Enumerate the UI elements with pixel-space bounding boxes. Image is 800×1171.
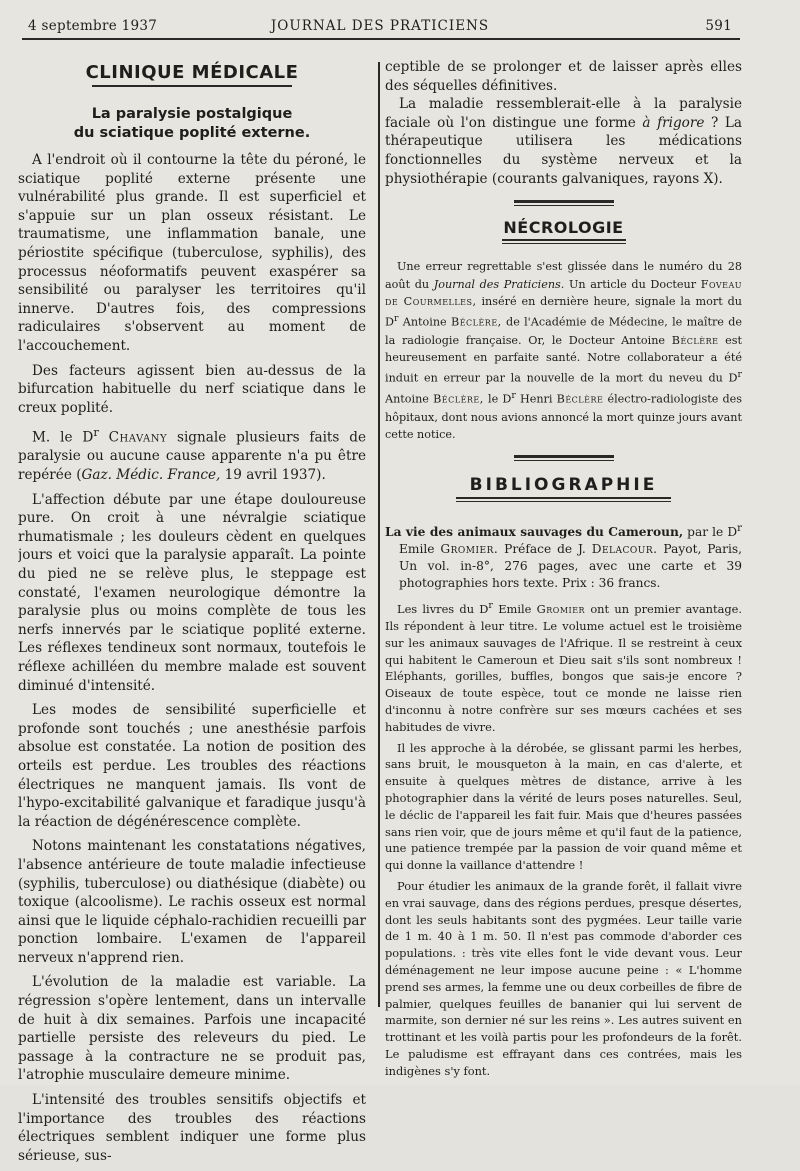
text-run: Antoine — [385, 393, 429, 407]
paragraph: L'intensité des troubles sensitifs objectifs et l'importance des troubles des réactions électriques semblent indiquer une forme plus sérieuse, sus- — [18, 1092, 366, 1164]
superscript: r — [737, 523, 742, 535]
section-underline — [456, 497, 671, 499]
book-title: La vie des animaux sauvages du Cameroun, — [385, 525, 684, 540]
text-run: est heureusement en parfaite santé. Notre collaborateur a été induit en erreur par la nouvelle de la mort du neveu du D — [385, 333, 742, 386]
section-title-necrologie: NÉCROLOGIE — [503, 218, 624, 238]
superscript: r — [93, 425, 99, 440]
text-run: Emile — [399, 542, 435, 557]
paragraph: Il les approche à la dérobée, se glissant parmi les herbes, sans bruit, le mousqueton à la main, en cas d'alerte, et ensuite à quelques mètres de distance, arrive à les photographier dans la vérité de leurs poses naturelles. Seul, le déclic de l'appareil les fait fuir. Mais que d'heures passées sans rien voir, que de jours même et qu'il faut de la patience, une patience trempée par la passion de voir quand même et qui donne la vaillance d'attendre ! — [385, 740, 742, 873]
author-name: Chavany — [108, 429, 168, 446]
running-header — [28, 14, 732, 38]
paragraph: Pour étudier les animaux de la grande forêt, il fallait vivre en vrai sauvage, dans des régions perdues, presque désertes, dont les seuls habitants sont des pygmées. Leur taille varie de 1 m. 40 à 1 m. 50. Il n'est pas commode d'aborder ces populations. : très vite elles font le vide devant vous. Leur déménagement ne leur impose aucune peine : « L'homme prend ses armes, la femme une ou deux corbeilles de fibre de palmier, quelques feuilles de bananier qui lui servent de marmite, son dernier né sur les reins ». Les autres suivent en trottinant et les voilà partis pour les profondeurs de la forêt. Le paludisme est effrayant dans ces contrées, mais les indigènes s'y font. — [385, 879, 742, 1078]
paragraph: L'évolution de la maladie est variable. La régression s'opère lentement, dans un intervalle de huit à dix semaines. Parfois une incapacité partielle persiste des releveurs du pied. Le passage à la contracture ne se produit pas, l'atrophie musculaire demeure minime. — [18, 974, 366, 1084]
necrologie-notice — [385, 258, 742, 443]
text-run: signale plusieurs faits de paralysie ou aucune cause apparente n'a pu être repérée ( — [18, 429, 366, 484]
citation: Gaz. Médic. France, — [81, 467, 221, 484]
article-title — [18, 105, 366, 143]
paragraph: Notons maintenant les constatations négatives, l'absence antérieure de toute maladie infectieuse (syphilis, tuberculose) ou diathésique (diabète) ou toxique (alcoolisme). Le rachis osseux est normal ainsi que le liquide céphalo-rachidien recueilli par ponction lombaire. L'examen de l'appareil nerveux n'apprend rien. — [18, 838, 366, 966]
person-name: Gromier — [536, 602, 586, 617]
journal-name: Journal des Praticiens. — [433, 277, 565, 291]
paragraph — [385, 598, 742, 735]
text-run: La maladie ressemblerait-elle à la paralysie faciale où l'on distingue une forme — [385, 96, 742, 131]
text-run: par le D — [687, 525, 738, 540]
paragraph — [18, 423, 366, 484]
text-run: Préface de J. — [504, 542, 586, 557]
person-name: Gromier. — [440, 542, 499, 557]
text-run: Payot, Paris, Un vol. in-8°, 276 pages, avec une carte et 39 photographies hors texte. Prix : 36 francs. — [399, 542, 742, 591]
person-name: Béclère — [671, 333, 719, 347]
article-title-line-2: du sciatique poplité externe. — [73, 125, 311, 141]
right-column — [385, 58, 742, 1080]
person-name: Béclère — [556, 393, 604, 407]
paragraph: Des facteurs agissent bien au-dessus de la bifurcation habituelle du nerf sciatique dans le creux poplité. — [18, 362, 366, 416]
text-run: Emile — [498, 602, 532, 617]
text-run: électro-radiologiste des hôpitaux, dont nous avions annoncé la mort quinze jours avant cette notice. — [385, 393, 742, 442]
section-underline — [92, 85, 292, 87]
book-reference — [385, 520, 742, 592]
paragraph: L'affection débute par une étape douloureuse pure. On croit à une névralgie sciatique rhumatismale ; les douleurs cèdent en quelques jours et voici que la paralysie apparaît. La pointe du pied ne se relève plus, le steppage est constaté, l'examen neurologique démontre la paralysie plus ou moins complète de tous les nerfs innervés par le sciatique poplité externe. Les réflexes tendineux sont normaux, toutefois le réflexe achilléen du membre malade est souvent diminué d'intensité. — [18, 491, 366, 694]
separator-rule — [514, 200, 614, 203]
superscript: r — [737, 369, 742, 381]
section-title-bibliographie: BIBLIOGRAPHIE — [469, 475, 658, 496]
text-run: Une erreur regrettable s'est glissée dans le numéro du 28 août du — [385, 260, 742, 291]
separator-rule — [514, 455, 614, 458]
text-run: ont un premier avantage. Ils répondent à leur titre. Le volume actuel est le troisième sur les animaux sauvages de l'Afrique. Il se restreint à ceux qui habitent le Cameroun et Dieu sait s'ils sont nombreux ! Eléphants, gorilles, buffles, bongos que sais-je encore ? Oiseaux de toute espèce, tout ce monde ne laisse rien d'inconnu à notre confrère sur ses mœurs cachées et ses habitudes de vivre. — [385, 602, 742, 734]
header-rule — [22, 38, 740, 40]
superscript: r — [488, 600, 493, 612]
paragraph: Les modes de sensibilité superficielle et profonde sont touchés ; une anesthésie parfois absolue est constatée. La notion de position des orteils est perdue. Les troubles des réactions électriques ne manquent jamais. Ils vont de l'hypo-excitabilité galvanique et faradique jusqu'à la réaction de dégénérescence complète. — [18, 702, 366, 830]
text-run: le D — [488, 393, 512, 407]
text-run: Les livres du D — [397, 602, 489, 617]
section-title-clinique: CLINIQUE MÉDICALE — [85, 62, 299, 83]
paragraph: A l'endroit où il contourne la tête du péroné, le sciatique poplité externe présente une vulnérabilité plus grande. Il est superficiel et s'appuie sur un plan osseux résistant. Le traumatisme, une inflammation banale, une périostite spécifique (tuberculose, syphilis), des processus néoformatifs peuvent exaspérer sa sensibilité ou paralyser les territoires qu'il innerve. D'autres fois, des compressions radiculaires s'observent au moment de l'accouchement. — [18, 152, 366, 354]
article-title-line-1: La paralysie postalgique — [91, 106, 293, 122]
paragraph-continued: ceptible de se prolonger et de laisser après elles des séquelles définitives. — [385, 59, 742, 94]
header-journal-title: JOURNAL DES PRATICIENS — [270, 18, 490, 34]
text-run: M. le D — [32, 429, 94, 446]
superscript: r — [511, 390, 516, 402]
person-name: Béclère, — [450, 316, 502, 330]
italic-term: à frigore — [642, 114, 705, 131]
superscript: r — [393, 313, 399, 325]
person-name: Foveau de Courmelles, — [385, 277, 742, 308]
person-name: Béclère, — [433, 393, 484, 407]
header-date: 4 septembre 1937 — [28, 18, 158, 34]
paragraph — [385, 95, 742, 188]
header-page-number: 591 — [705, 18, 732, 34]
left-column — [18, 56, 366, 1171]
person-name: Delacour. — [591, 542, 658, 557]
text-run: Un article du Docteur — [568, 277, 697, 291]
text-run: inséré en dernière heure, signale la mort du D — [385, 294, 742, 330]
section-underline — [502, 239, 626, 241]
text-run: de l'Académie de Médecine, le maître de la radiologie française. Or, le Docteur Antoine — [385, 316, 742, 347]
text-run: Antoine — [402, 316, 447, 330]
column-divider — [378, 62, 380, 1007]
text-run: Henri — [519, 393, 553, 407]
text-run: ? La thérapeutique utilisera les médications fonctionnelles du système nerveux et la physiothérapie (courants galvaniques, rayons X). — [385, 114, 742, 187]
text-run: 19 avril 1937). — [224, 467, 326, 484]
